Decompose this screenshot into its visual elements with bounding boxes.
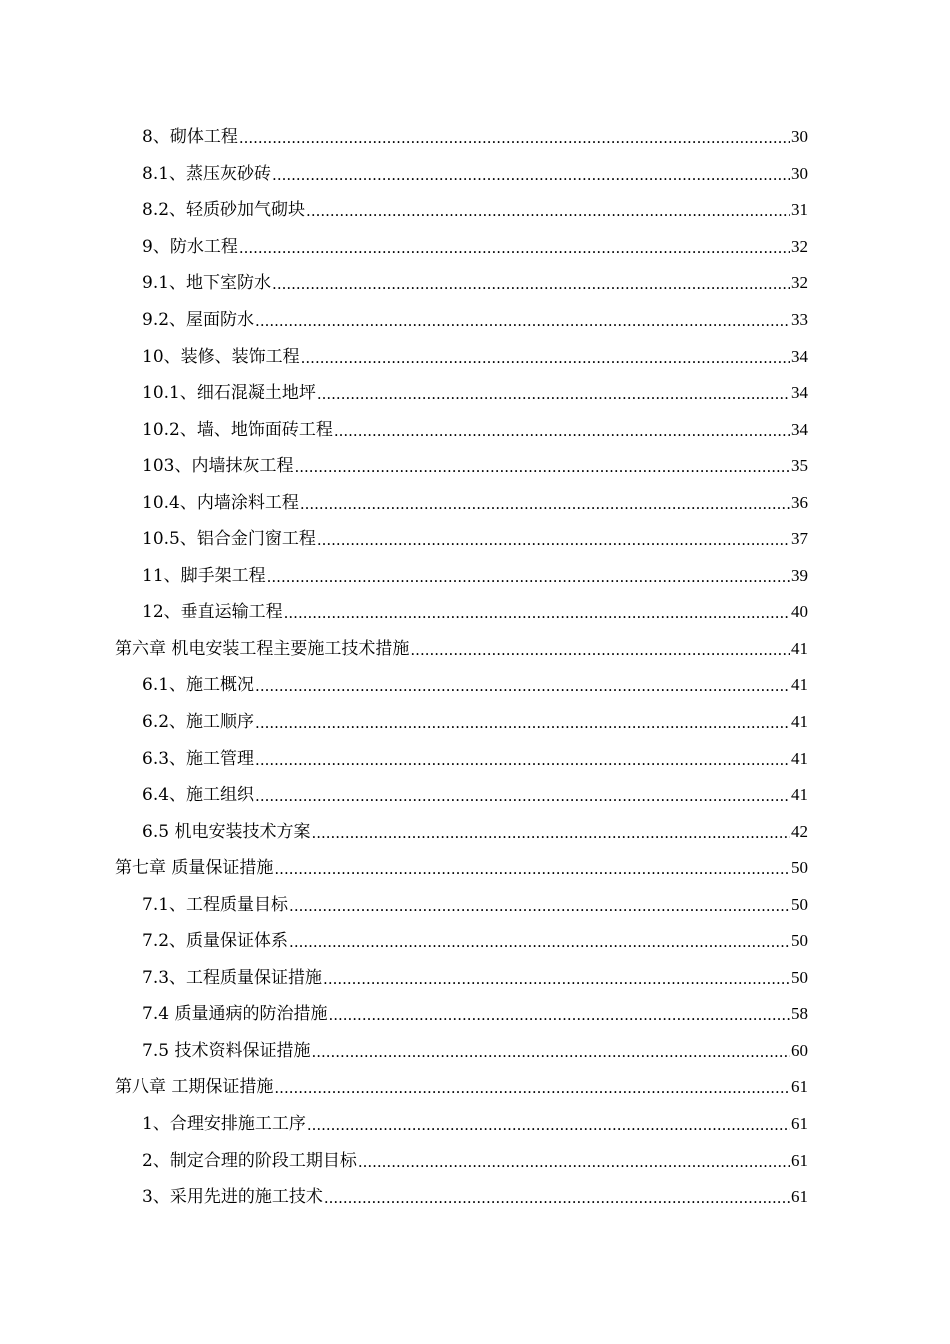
toc-page-number: 40 — [791, 602, 808, 622]
toc-entry[interactable] — [115, 594, 808, 631]
toc-dot-leader — [255, 786, 790, 806]
toc-entry-title: 12、垂直运输工程 — [142, 602, 283, 623]
toc-entry[interactable] — [115, 1142, 808, 1179]
toc-chapter-entry[interactable] — [115, 1069, 808, 1106]
toc-entry-title: 10.1、细石混凝土地坪 — [142, 383, 316, 404]
toc-dot-leader — [289, 896, 790, 916]
toc-entry-title: 103、内墙抹灰工程 — [142, 456, 294, 477]
toc-page-number: 41 — [791, 748, 808, 768]
toc-entry[interactable] — [115, 886, 808, 923]
toc-page-number: 61 — [791, 1077, 808, 1097]
toc-dot-leader — [301, 348, 790, 368]
toc-entry[interactable] — [115, 813, 808, 850]
toc-dot-leader — [289, 932, 790, 952]
toc-page-number: 33 — [791, 310, 808, 329]
toc-page-number: 34 — [791, 383, 808, 403]
toc-entry-title: 6.5 机电安装技术方案 — [142, 821, 311, 842]
toc-dot-leader — [272, 274, 790, 294]
toc-dot-leader — [323, 969, 790, 989]
toc-entry-title: 1、合理安排施工工序 — [142, 1114, 306, 1135]
toc-entry-title: 7.3、工程质量保证措施 — [142, 967, 323, 988]
toc-entry-title: 6.3、施工管理 — [142, 748, 255, 769]
toc-dot-leader — [255, 713, 790, 733]
table-of-contents — [115, 119, 808, 1215]
toc-entry[interactable] — [115, 156, 808, 193]
toc-dot-leader — [294, 457, 790, 477]
toc-page-number: 37 — [791, 529, 808, 549]
toc-entry-title: 第六章 机电安装工程主要施工技术措施 — [115, 638, 410, 659]
toc-page-number: 39 — [791, 565, 808, 585]
toc-entry-title: 7.4 质量通病的防治措施 — [142, 1004, 328, 1025]
toc-dot-leader — [274, 1078, 790, 1098]
toc-entry-title: 8、砌体工程 — [142, 127, 238, 148]
toc-dot-leader — [311, 1042, 790, 1062]
toc-dot-leader — [272, 165, 790, 185]
toc-entry-title: 8.2、轻质砂加气砌块 — [142, 200, 306, 221]
toc-entry[interactable] — [115, 302, 808, 339]
toc-entry-title: 6.1、施工概况 — [142, 675, 255, 696]
toc-page-number: 50 — [791, 858, 808, 878]
toc-page-number: 30 — [791, 163, 808, 183]
toc-entry-title: 11、脚手架工程 — [142, 565, 266, 586]
toc-dot-leader — [358, 1152, 790, 1172]
toc-page-number: 61 — [791, 1150, 808, 1170]
toc-entry[interactable] — [115, 923, 808, 960]
toc-entry[interactable] — [115, 338, 808, 375]
toc-page-number: 61 — [791, 1187, 808, 1207]
toc-entry[interactable] — [115, 667, 808, 704]
toc-dot-leader — [274, 859, 790, 879]
toc-page-number: 35 — [791, 456, 808, 476]
toc-dot-leader — [267, 567, 790, 587]
toc-entry[interactable] — [115, 521, 808, 558]
toc-entry-title: 6.4、施工组织 — [142, 785, 255, 806]
toc-dot-leader — [328, 1005, 790, 1025]
toc-dot-leader — [239, 128, 790, 148]
toc-entry-title: 10.5、铝合金门窗工程 — [142, 529, 316, 550]
toc-entry[interactable] — [115, 704, 808, 741]
toc-entry-title: 7.1、工程质量目标 — [142, 894, 289, 915]
toc-page-number: 41 — [791, 675, 808, 695]
toc-page-number: 41 — [791, 785, 808, 805]
toc-dot-leader — [317, 384, 790, 404]
toc-page-number: 32 — [791, 236, 808, 256]
toc-dot-leader — [239, 238, 790, 258]
toc-page-number: 50 — [791, 967, 808, 987]
toc-chapter-entry[interactable] — [115, 631, 808, 668]
toc-dot-leader — [307, 1115, 790, 1135]
toc-entry-title: 9.2、屋面防水 — [142, 310, 255, 330]
toc-entry-title: 10.2、墙、地饰面砖工程 — [142, 419, 333, 440]
toc-page-number: 50 — [791, 894, 808, 914]
toc-entry[interactable] — [115, 448, 808, 485]
toc-dot-leader — [255, 676, 790, 696]
toc-entry[interactable] — [115, 740, 808, 777]
toc-page-number: 30 — [791, 127, 808, 147]
toc-page-number: 36 — [791, 492, 808, 512]
toc-page-number: 50 — [791, 931, 808, 951]
toc-page-number: 41 — [791, 638, 808, 658]
toc-dot-leader — [410, 640, 790, 660]
toc-entry-title: 9.1、地下室防水 — [142, 273, 272, 294]
toc-entry[interactable] — [115, 558, 808, 595]
toc-entry[interactable] — [115, 119, 808, 156]
toc-entry-title: 6.2、施工顺序 — [142, 712, 255, 733]
toc-entry[interactable] — [115, 411, 808, 448]
toc-page-number: 31 — [791, 200, 808, 220]
toc-entry-title: 7.2、质量保证体系 — [142, 931, 289, 952]
toc-entry[interactable] — [115, 960, 808, 997]
toc-dot-leader — [324, 1188, 790, 1208]
toc-entry[interactable] — [115, 484, 808, 521]
toc-chapter-entry[interactable] — [115, 850, 808, 887]
toc-page-number: 60 — [791, 1040, 808, 1060]
toc-entry-title: 10.4、内墙涂料工程 — [142, 492, 299, 513]
toc-page-number: 41 — [791, 712, 808, 732]
toc-page-number: 32 — [791, 273, 808, 293]
toc-page-number: 34 — [791, 346, 808, 366]
toc-dot-leader — [311, 823, 790, 843]
toc-entry[interactable] — [115, 375, 808, 412]
toc-entry[interactable] — [115, 192, 808, 229]
toc-entry-title: 3、采用先进的施工技术 — [142, 1187, 323, 1208]
toc-dot-leader — [284, 603, 790, 623]
toc-page-number: 58 — [791, 1004, 808, 1024]
toc-entry-title: 第八章 工期保证措施 — [115, 1077, 274, 1098]
toc-entry[interactable] — [115, 1033, 808, 1070]
toc-page-number: 61 — [791, 1114, 808, 1134]
toc-dot-leader — [255, 750, 790, 770]
toc-entry[interactable] — [115, 777, 808, 814]
toc-dot-leader — [334, 421, 790, 441]
toc-entry[interactable] — [115, 996, 808, 1033]
toc-page-number: 34 — [791, 419, 808, 439]
toc-entry[interactable] — [115, 265, 808, 302]
toc-entry-title: 第七章 质量保证措施 — [115, 858, 274, 879]
toc-dot-leader — [317, 530, 790, 550]
toc-dot-leader — [300, 494, 790, 514]
toc-entry-title: 7.5 技术资料保证措施 — [142, 1040, 311, 1061]
toc-dot-leader — [255, 311, 790, 331]
toc-entry[interactable] — [115, 1106, 808, 1143]
toc-entry-title: 9、防水工程 — [142, 236, 238, 257]
toc-entry-title: 8.1、蒸压灰砂砖 — [142, 163, 272, 184]
toc-entry-title: 10、装修、装饰工程 — [142, 346, 300, 367]
toc-entry-title: 2、制定合理的阶段工期目标 — [142, 1150, 357, 1171]
toc-entry[interactable] — [115, 229, 808, 266]
toc-page-number: 42 — [791, 821, 808, 841]
toc-dot-leader — [306, 201, 790, 221]
toc-entry[interactable] — [115, 1179, 808, 1216]
